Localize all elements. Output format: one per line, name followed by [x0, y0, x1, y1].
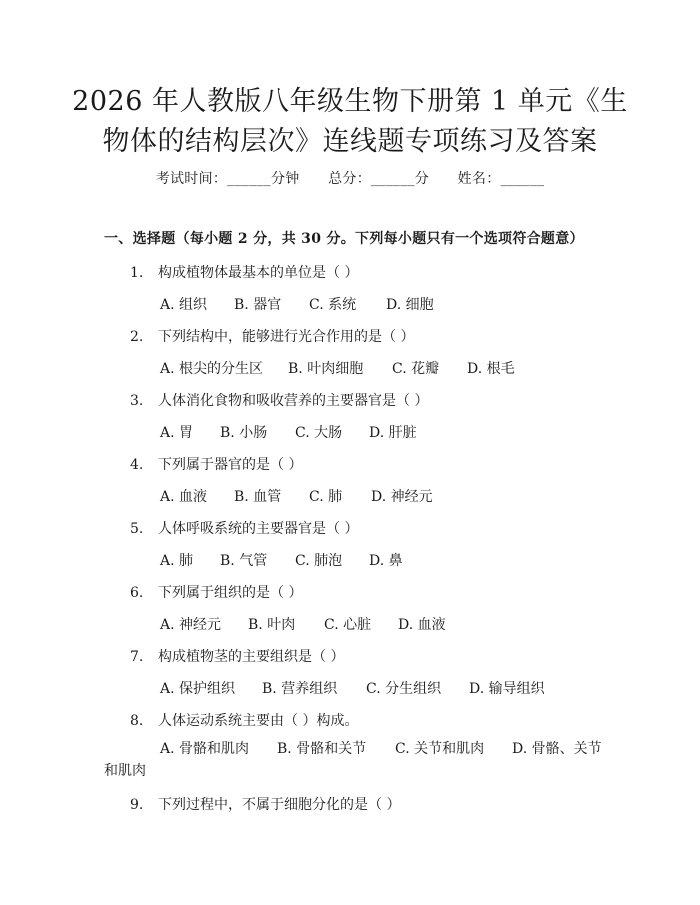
- option-b: B. 营养组织: [262, 681, 338, 697]
- option-b: B. 小肠: [220, 425, 268, 441]
- option-b: B. 血管: [234, 489, 282, 505]
- question-text: 构成植物茎的主要组织是（ ）: [158, 649, 345, 665]
- question-3: [130, 390, 428, 410]
- question-5-options: [160, 550, 403, 570]
- option-b: B. 骨骼和关节: [277, 741, 367, 757]
- question-number: 2.: [130, 329, 144, 345]
- question-7-options: [160, 678, 545, 698]
- option-b: B. 气管: [220, 553, 268, 569]
- option-d: D. 根毛: [467, 361, 515, 377]
- option-d: D. 细胞: [386, 297, 434, 313]
- option-a: A. 血液: [160, 489, 208, 505]
- option-d: D. 血液: [398, 617, 446, 633]
- option-b: B. 叶肉: [248, 617, 296, 633]
- question-6: [130, 582, 302, 602]
- option-a: A. 胃: [160, 425, 194, 441]
- option-a: A. 神经元: [160, 617, 222, 633]
- option-b: B. 叶肉细胞: [288, 361, 364, 377]
- question-number: 1.: [130, 265, 144, 281]
- option-c: C. 关节和肌肉: [395, 741, 485, 757]
- option-d: D. 鼻: [369, 553, 403, 569]
- option-a: A. 保护组织: [160, 681, 236, 697]
- document-title: [70, 82, 630, 162]
- title-line-1: 2026 年人教版八年级生物下册第 1 单元《生: [72, 86, 628, 117]
- option-c: C. 系统: [309, 297, 357, 313]
- question-1-options: [160, 294, 434, 314]
- question-text: 人体运动系统主要由（ ）构成。: [158, 713, 359, 729]
- question-number: 9.: [130, 797, 144, 813]
- option-c: C. 分生组织: [366, 681, 442, 697]
- option-a: A. 骨骼和肌肉: [160, 741, 250, 757]
- question-2-options: [160, 358, 515, 378]
- option-d: D. 肝脏: [369, 425, 417, 441]
- question-2: [130, 326, 414, 346]
- option-c: C. 肺泡: [295, 553, 343, 569]
- question-text: 人体呼吸系统的主要器官是（ ）: [158, 521, 359, 537]
- option-c: C. 花瓣: [392, 361, 440, 377]
- question-8-options: [104, 738, 604, 782]
- question-9: [130, 794, 400, 814]
- question-number: 7.: [130, 649, 144, 665]
- title-line-2: 物体的结构层次》连线题专项练习及答案: [102, 126, 598, 157]
- option-c: C. 肺: [309, 489, 343, 505]
- question-text: 下列属于器官的是（ ）: [158, 457, 303, 473]
- question-number: 3.: [130, 393, 144, 409]
- question-text: 人体消化食物和吸收营养的主要器官是（ ）: [158, 393, 429, 409]
- question-text: 下列结构中，能够进行光合作用的是（ ）: [158, 329, 415, 345]
- option-c: C. 大肠: [295, 425, 343, 441]
- option-b: B. 器官: [234, 297, 282, 313]
- option-d: D. 输导组织: [469, 681, 545, 697]
- question-number: 6.: [130, 585, 144, 601]
- question-3-options: [160, 422, 417, 442]
- question-number: 4.: [130, 457, 144, 473]
- option-a: A. 组织: [160, 297, 208, 313]
- question-text: 构成植物体最基本的单位是（ ）: [158, 265, 359, 281]
- question-7: [130, 646, 344, 666]
- question-5: [130, 518, 358, 538]
- question-6-options: [160, 614, 446, 634]
- section-heading: 一、选择题（每小题 2 分，共 30 分。下列每小题只有一个选项符合题意）: [104, 231, 584, 247]
- option-d: D. 神经元: [371, 489, 433, 505]
- question-4: [130, 454, 302, 474]
- option-c: C. 心脏: [324, 617, 372, 633]
- exam-meta-line: 考试时间：______分钟 总分：______分 姓名：______: [155, 171, 545, 187]
- option-a: A. 根尖的分生区: [160, 361, 264, 377]
- option-d: D. 骨骼、关节和肌肉: [104, 741, 602, 779]
- question-text: 下列属于组织的是（ ）: [158, 585, 303, 601]
- question-text: 下列过程中，不属于细胞分化的是（ ）: [158, 797, 401, 813]
- question-4-options: [160, 486, 433, 506]
- question-number: 5.: [130, 521, 144, 537]
- option-a: A. 肺: [160, 553, 194, 569]
- question-8: [130, 710, 358, 730]
- question-number: 8.: [130, 713, 144, 729]
- question-1: [130, 262, 358, 282]
